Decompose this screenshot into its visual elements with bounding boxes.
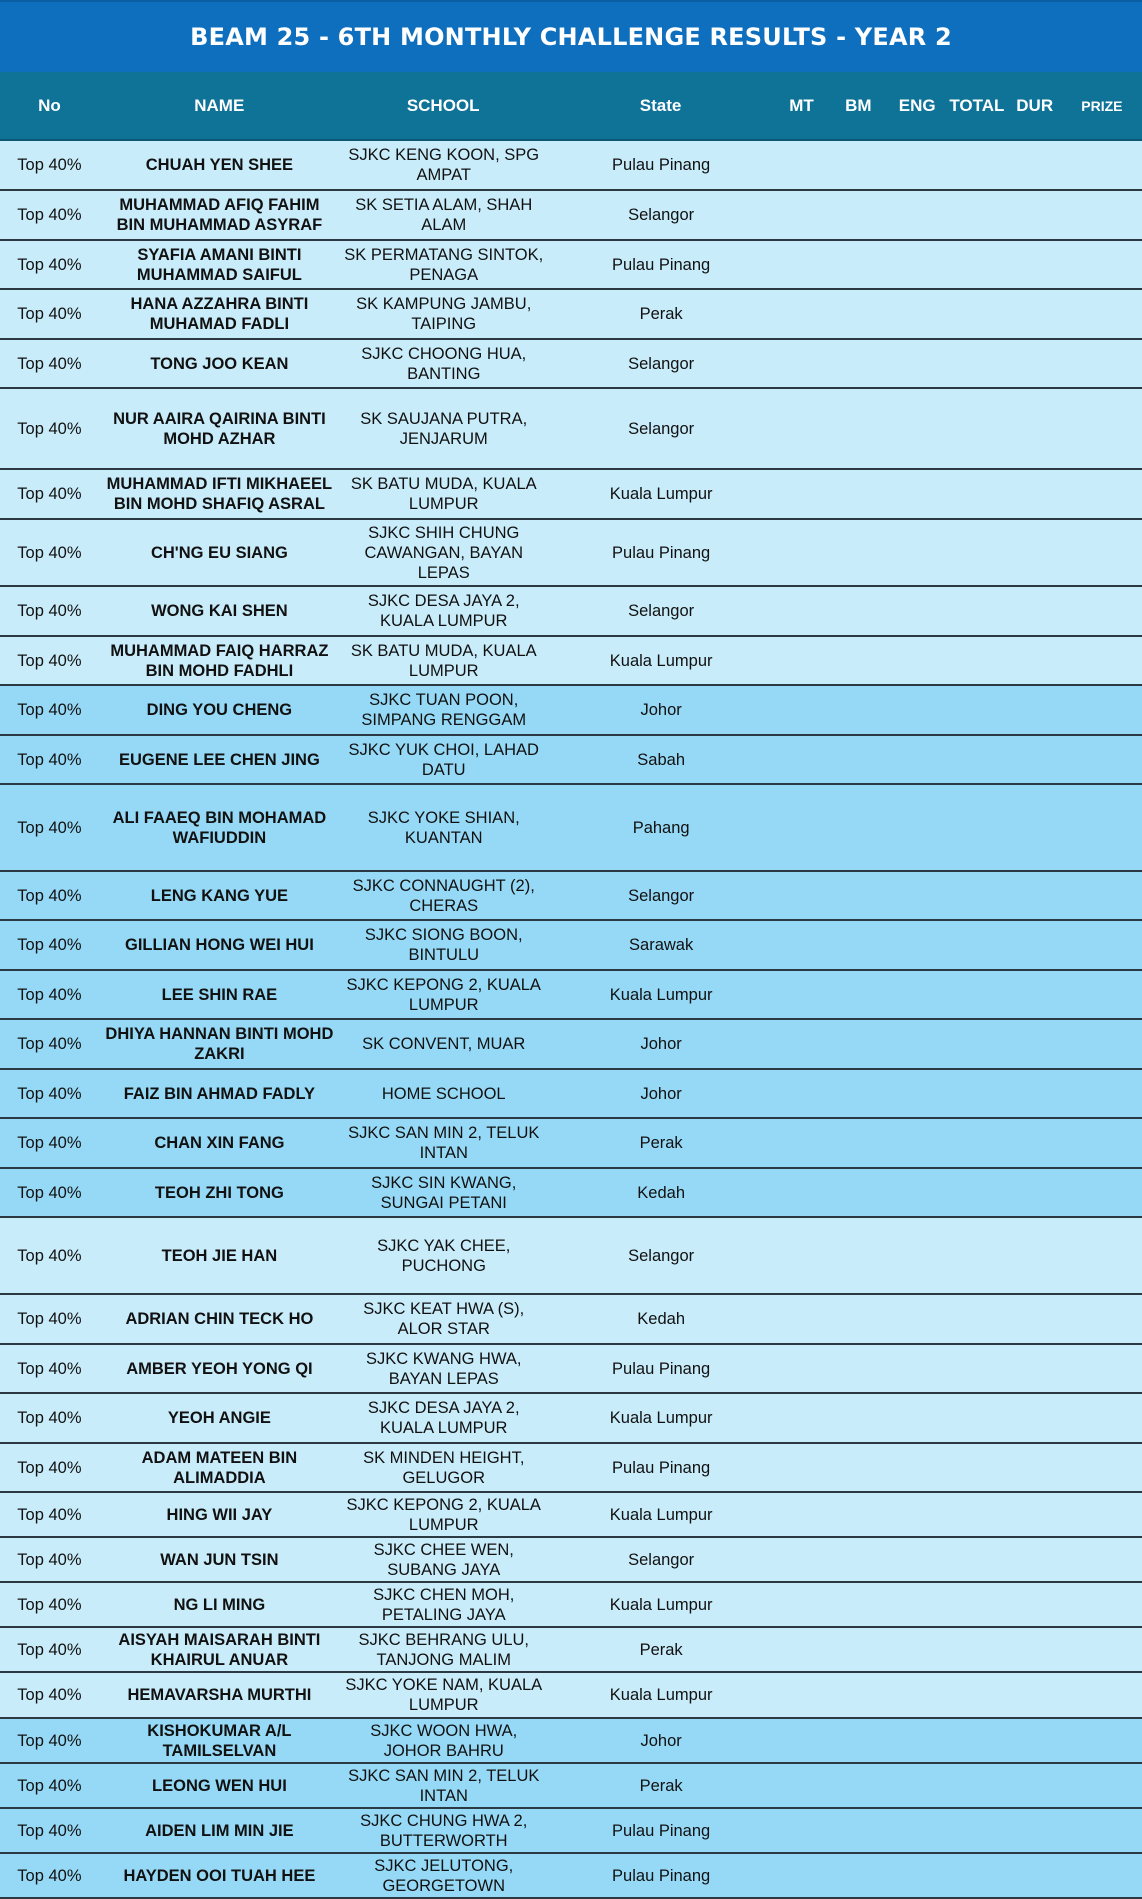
cell-no: Top 40% [17, 1686, 82, 1704]
cell-state: Perak [639, 1640, 683, 1659]
cell-school: SJKC KENG KOON, SPG AMPAT [348, 146, 540, 184]
cell-school: SJKC YOKE SHIAN, KUANTAN [367, 808, 520, 847]
cell-no: Top 40% [17, 1310, 82, 1328]
cell-school: SK SAUJANA PUTRA, JENJARUM [360, 409, 528, 448]
cell-school: SJKC CHEN MOH, PETALING JAYA [373, 1585, 515, 1624]
cell-name: WAN JUN TSIN [160, 1550, 279, 1569]
cell-name: TEOH JIE HAN [161, 1246, 278, 1265]
cell-name: CHUAH YEN SHEE [145, 156, 294, 174]
cell-state: Pulau Pinang [612, 1359, 711, 1378]
cell-name: AIDEN LIM MIN JIE [145, 1821, 294, 1840]
cell-name: ADAM MATEEN BIN ALIMADDIA [141, 1448, 298, 1487]
cell-school: SJKC TUAN POON, SIMPANG RENGGAM [361, 691, 527, 729]
table-row [0, 520, 1142, 587]
cell-no: Top 40% [17, 886, 82, 905]
cell-no: Top 40% [17, 701, 82, 719]
cell-school: SJKC DESA JAYA 2, KUALA LUMPUR [367, 1399, 520, 1437]
table-row [0, 1628, 1142, 1673]
cell-school: SJKC DESA JAYA 2, KUALA LUMPUR [367, 592, 520, 630]
cell-state: Johor [640, 1731, 682, 1750]
cell-state: Kuala Lumpur [609, 651, 713, 670]
header-school: SCHOOL [406, 95, 480, 115]
table-row [0, 1345, 1142, 1394]
cell-no: Top 40% [17, 206, 82, 224]
cell-name: HEMAVARSHA MURTHI [127, 1686, 312, 1704]
table-row [0, 1119, 1142, 1169]
cell-no: Top 40% [17, 1731, 82, 1750]
cell-state: Pulau Pinang [612, 543, 711, 562]
cell-school: SK PERMATANG SINTOK, PENAGA [344, 245, 544, 284]
cell-state: Selangor [628, 1246, 695, 1265]
cell-name: GILLIAN HONG WEI HUI [124, 936, 314, 954]
table-row [0, 921, 1142, 971]
cell-school: SJKC BEHRANG ULU, TANJONG MALIM [358, 1630, 530, 1669]
cell-state: Kuala Lumpur [609, 985, 713, 1004]
table-row [0, 587, 1142, 637]
cell-no: Top 40% [17, 936, 82, 954]
table-row [0, 971, 1142, 1020]
cell-no: Top 40% [17, 750, 82, 769]
cell-no: Top 40% [17, 1246, 82, 1265]
cell-school: HOME SCHOOL [381, 1084, 506, 1103]
cell-state: Pulau Pinang [612, 1866, 711, 1885]
cell-school: SK KAMPUNG JAMBU, TAIPING [356, 295, 532, 333]
header-dur: DUR [1016, 95, 1054, 115]
cell-name: FAIZ BIN AHMAD FADLY [123, 1084, 316, 1103]
table-row [0, 389, 1142, 470]
cell-school: SJKC SAN MIN 2, TELUK INTAN [348, 1124, 540, 1162]
cell-school: SJKC KEPONG 2, KUALA LUMPUR [346, 975, 541, 1014]
cell-name: SYAFIA AMANI BINTI MUHAMMAD SAIFUL [136, 245, 302, 284]
cell-name: DING YOU CHENG [146, 701, 293, 719]
table-row [0, 340, 1142, 389]
cell-school: SJKC SIONG BOON, BINTULU [364, 926, 523, 964]
table-row [0, 1444, 1142, 1493]
cell-school: SJKC KEAT HWA (S), ALOR STAR [363, 1300, 525, 1338]
cell-name: TONG JOO KEAN [150, 354, 289, 373]
results-table-body [0, 141, 1142, 1899]
table-row [0, 1020, 1142, 1070]
cell-school: SJKC CHOONG HUA, BANTING [361, 344, 527, 383]
cell-no: Top 40% [17, 602, 82, 620]
cell-name: KISHOKUMAR A/L TAMILSELVAN [147, 1721, 292, 1760]
cell-state: Pulau Pinang [612, 156, 711, 174]
header-no: No [38, 95, 61, 115]
cell-state: Pulau Pinang [612, 255, 711, 274]
cell-school: SJKC CONNAUGHT (2), CHERAS [352, 876, 535, 915]
cell-name: MUHAMMAD AFIQ FAHIM BIN MUHAMMAD ASYRAF [116, 196, 323, 234]
cell-state: Johor [640, 1084, 682, 1103]
cell-name: CHAN XIN FANG [154, 1134, 285, 1152]
cell-no: Top 40% [17, 1035, 82, 1053]
cell-school: SJKC CHUNG HWA 2, BUTTERWORTH [360, 1811, 528, 1850]
cell-name: ALI FAAEQ BIN MOHAMAD WAFIUDDIN [112, 808, 327, 847]
cell-school: SJKC KWANG HWA, BAYAN LEPAS [365, 1349, 522, 1388]
cell-name: NG LI MING [173, 1595, 266, 1614]
cell-no: Top 40% [17, 651, 82, 670]
table-row [0, 290, 1142, 340]
cell-no: Top 40% [17, 255, 82, 274]
cell-no: Top 40% [17, 1359, 82, 1378]
cell-school: SK BATU MUDA, KUALA LUMPUR [350, 475, 537, 513]
table-row [0, 686, 1142, 736]
cell-no: Top 40% [17, 1183, 82, 1202]
cell-state: Kedah [637, 1183, 685, 1202]
cell-school: SK MINDEN HEIGHT, GELUGOR [363, 1448, 525, 1487]
cell-state: Selangor [628, 354, 695, 373]
cell-state: Selangor [628, 602, 695, 620]
cell-state: Kedah [637, 1310, 685, 1328]
cell-state: Sabah [637, 750, 685, 769]
table-row [0, 1394, 1142, 1444]
cell-school: SJKC SIN KWANG, SUNGAI PETANI [371, 1173, 517, 1212]
table-row [0, 1854, 1142, 1899]
header-total: TOTAL [949, 95, 1005, 115]
cell-name: ADRIAN CHIN TECK HO [125, 1310, 314, 1328]
cell-name: HAYDEN OOI TUAH HEE [123, 1866, 316, 1885]
cell-name: CH'NG EU SIANG [150, 543, 288, 562]
cell-no: Top 40% [17, 1458, 82, 1477]
cell-state: Selangor [628, 1550, 695, 1569]
table-header [0, 72, 1142, 141]
table-row [0, 1218, 1142, 1295]
cell-no: Top 40% [17, 354, 82, 373]
cell-state: Pahang [632, 818, 690, 837]
cell-state: Kuala Lumpur [609, 1505, 713, 1524]
cell-name: DHIYA HANNAN BINTI MOHD ZAKRI [105, 1025, 334, 1063]
cell-state: Perak [639, 305, 683, 323]
cell-no: Top 40% [17, 818, 82, 837]
cell-state: Perak [639, 1134, 683, 1152]
cell-state: Johor [640, 701, 682, 719]
cell-state: Selangor [628, 419, 695, 438]
cell-state: Kuala Lumpur [609, 1409, 713, 1427]
table-row [0, 470, 1142, 520]
cell-no: Top 40% [17, 1595, 82, 1614]
header-prize: PRIZE [1081, 97, 1123, 114]
cell-school: SJKC SAN MIN 2, TELUK INTAN [348, 1766, 540, 1805]
cell-no: Top 40% [17, 1134, 82, 1152]
cell-no: Top 40% [17, 1550, 82, 1569]
cell-state: Pulau Pinang [612, 1458, 711, 1477]
cell-name: LEONG WEN HUI [152, 1776, 287, 1795]
cell-school: SJKC YOKE NAM, KUALA LUMPUR [345, 1676, 543, 1714]
header-name: NAME [194, 95, 245, 115]
cell-school: SK BATU MUDA, KUALA LUMPUR [350, 641, 537, 680]
cell-name: LENG KANG YUE [150, 886, 289, 905]
cell-state: Kuala Lumpur [609, 1595, 713, 1614]
cell-no: Top 40% [17, 1821, 82, 1840]
table-row [0, 1809, 1142, 1854]
header-state: State [639, 95, 682, 115]
table-row [0, 1583, 1142, 1628]
cell-school: SJKC YUK CHOI, LAHAD DATU [348, 740, 539, 779]
cell-name: HING WII JAY [166, 1505, 273, 1524]
cell-state: Kuala Lumpur [609, 1686, 713, 1704]
cell-state: Pulau Pinang [612, 1821, 711, 1840]
cell-state: Kuala Lumpur [609, 485, 713, 503]
table-row [0, 1295, 1142, 1345]
cell-name: HANA AZZAHRA BINTI MUHAMAD FADLI [130, 295, 309, 333]
cell-school: SJKC KEPONG 2, KUALA LUMPUR [346, 1495, 541, 1534]
cell-school: SK SETIA ALAM, SHAH ALAM [355, 196, 533, 234]
cell-state: Selangor [628, 206, 695, 224]
cell-no: Top 40% [17, 985, 82, 1004]
cell-no: Top 40% [17, 543, 82, 562]
cell-school: SJKC YAK CHEE, PUCHONG [377, 1236, 511, 1275]
cell-no: Top 40% [17, 1640, 82, 1659]
cell-name: NUR AAIRA QAIRINA BINTI MOHD AZHAR [113, 409, 326, 448]
cell-state: Perak [639, 1776, 683, 1795]
cell-no: Top 40% [17, 1776, 82, 1795]
cell-name: YEOH ANGIE [167, 1409, 271, 1427]
cell-no: Top 40% [17, 156, 82, 174]
title-bar [0, 0, 1142, 72]
cell-school: SJKC WOON HWA, JOHOR BAHRU [370, 1721, 518, 1760]
table-row [0, 241, 1142, 290]
cell-name: AISYAH MAISARAH BINTI KHAIRUL ANUAR [118, 1630, 321, 1669]
header-bm: BM [845, 95, 872, 115]
table-row [0, 1673, 1142, 1719]
cell-no: Top 40% [17, 419, 82, 438]
table-row [0, 191, 1142, 241]
table-row [0, 1719, 1142, 1764]
cell-name: EUGENE LEE CHEN JING [119, 750, 320, 769]
cell-no: Top 40% [17, 1409, 82, 1427]
table-row [0, 1493, 1142, 1538]
cell-state: Johor [640, 1035, 682, 1053]
table-row [0, 785, 1142, 872]
cell-name: AMBER YEOH YONG QI [126, 1359, 313, 1378]
table-row [0, 1070, 1142, 1119]
cell-no: Top 40% [17, 1866, 82, 1885]
page-title: BEAM 25 - 6TH MONTHLY CHALLENGE RESULTS - YEAR 2 [190, 23, 952, 51]
cell-school: SK CONVENT, MUAR [362, 1035, 526, 1053]
cell-no: Top 40% [17, 1084, 82, 1103]
table-row [0, 872, 1142, 921]
cell-school: SJKC JELUTONG, GEORGETOWN [374, 1856, 514, 1895]
cell-name: MUHAMMAD FAIQ HARRAZ BIN MOHD FADHLI [110, 641, 329, 680]
cell-school: SJKC SHIH CHUNG CAWANGAN, BAYAN LEPAS [364, 523, 524, 582]
cell-name: WONG KAI SHEN [151, 602, 288, 620]
cell-no: Top 40% [17, 305, 82, 323]
cell-name: LEE SHIN RAE [161, 985, 278, 1004]
cell-school: SJKC CHEE WEN, SUBANG JAYA [373, 1540, 514, 1579]
table-row [0, 141, 1142, 191]
table-row [0, 1169, 1142, 1218]
table-row [0, 1538, 1142, 1583]
header-mt: MT [789, 95, 814, 115]
cell-state: Sarawak [629, 936, 694, 954]
table-row [0, 736, 1142, 785]
cell-no: Top 40% [17, 485, 82, 503]
cell-no: Top 40% [17, 1505, 82, 1524]
table-row [0, 637, 1142, 686]
header-eng: ENG [898, 95, 936, 115]
cell-name: TEOH ZHI TONG [154, 1183, 284, 1202]
cell-name: MUHAMMAD IFTI MIKHAEEL BIN MOHD SHAFIQ ASRAL [106, 475, 333, 513]
cell-state: Selangor [628, 886, 695, 905]
table-row [0, 1764, 1142, 1809]
